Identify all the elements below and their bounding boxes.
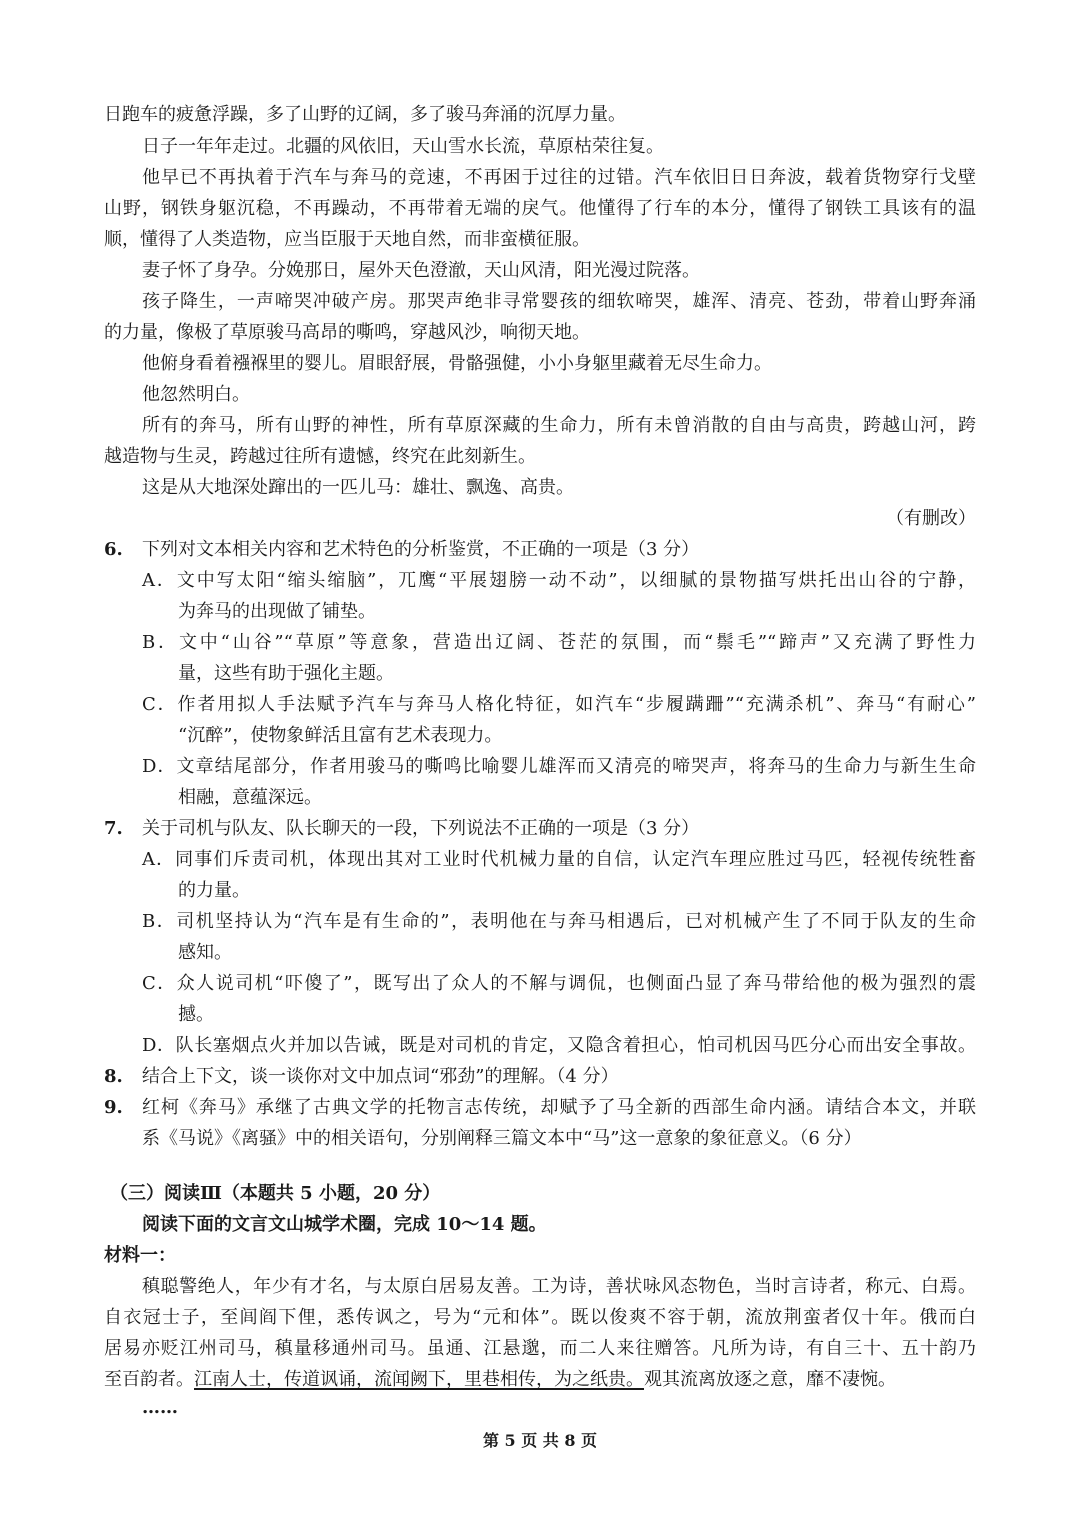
material-line — [104, 1364, 976, 1395]
question-stem: 红柯《奔马》承继了古典文学的托物言志传统，却赋予了马全新的西部生命内涵。请结合本文，并联 — [142, 1097, 976, 1118]
question-option: C．作者用拟人手法赋予汽车与奔马人格化特征，如汽车“步履蹒跚”“充满杀机”、奔马“有耐心” — [142, 694, 976, 715]
question-option-continued: 撼。 — [178, 1004, 214, 1025]
passage-line: 所有的奔马，所有山野的神性，所有草原深藏的生命力，所有未曾消散的自由与高贵，跨越山河，跨 — [142, 415, 976, 436]
underlined-sentence: 江南人士，传道讽诵，流闻阙下，里巷相传，为之纸贵。 — [194, 1369, 644, 1390]
passage-line: 顺，懂得了人类造物，应当臣服于天地自然，而非蛮横征服。 — [104, 229, 590, 250]
question-option-continued: 量，这些有助于强化主题。 — [178, 663, 394, 684]
passage-line: 的力量，像极了草原骏马高昂的嘶鸣，穿越风沙，响彻天地。 — [104, 322, 590, 343]
question-option: A．文中写太阳“缩头缩脑”，兀鹰“平展翅膀一动不动”，以细腻的景物描写烘托出山谷的宁静， — [142, 570, 976, 591]
question-option: B．司机坚持认为“汽车是有生命的”，表明他在与奔马相遇后，已对机械产生了不同于队友的生命 — [142, 911, 976, 932]
question-option-continued: 相融，意蕴深远。 — [178, 787, 322, 808]
question-stem-continued: 系《马说》《离骚》中的相关语句，分别阐释三篇文本中“马”这一意象的象征意义。（6 分） — [142, 1128, 862, 1149]
passage-line: 他俯身看着襁褓里的婴儿。眉眼舒展，骨骼强健，小小身躯里藏着无尽生命力。 — [142, 353, 772, 374]
question-option-continued: 为奔马的出现做了铺垫。 — [178, 601, 376, 622]
section-instruction: 阅读下面的文言文山城学术圈，完成 10～14 题。 — [142, 1214, 547, 1235]
question-option-continued: 感知。 — [178, 942, 232, 963]
question-stem: 关于司机与队友、队长聊天的一段，下列说法不正确的一项是（3 分） — [142, 818, 700, 839]
passage-line: 这是从大地深处蹿出的一匹儿马：雄壮、飘逸、高贵。 — [142, 477, 574, 498]
passage-line: 妻子怀了身孕。分娩那日，屋外天色澄澈，天山风清，阳光漫过院落。 — [142, 260, 700, 281]
passage-line: 日子一年年走过。北疆的风依旧，天山雪水长流，草原枯荣往复。 — [142, 136, 664, 157]
question-option: C．众人说司机“吓傻了”，既写出了众人的不解与调侃，也侧面凸显了奔马带给他的极为强烈的震 — [142, 973, 976, 994]
question-number: 9. — [104, 1097, 123, 1118]
material-text: 至百韵者。 — [104, 1369, 194, 1390]
question-number: 7. — [104, 818, 123, 839]
material-text: 观其流离放逐之意，靡不凄惋。 — [644, 1369, 896, 1390]
material-line: 稹聪警绝人，年少有才名，与太原白居易友善。工为诗，善状咏风态物色，当时言诗者，称元、白焉。 — [142, 1276, 976, 1297]
question-stem: 结合上下文，谈一谈你对文中加点词“邪劲”的理解。（4 分） — [142, 1066, 619, 1087]
question-option-continued: “沉醉”，使物象鲜活且富有艺术表现力。 — [178, 725, 503, 746]
passage-line: 孩子降生，一声啼哭冲破产房。那哭声绝非寻常婴孩的细软啼哭，雄浑、清亮、苍劲，带着山野奔涌 — [142, 291, 976, 312]
passage-line: 日跑车的疲惫浮躁，多了山野的辽阔，多了骏马奔涌的沉厚力量。 — [104, 104, 626, 125]
section-heading: （三）阅读Ⅲ（本题共 5 小题，20 分） — [110, 1183, 441, 1204]
page-footer: 第 5 页 共 8 页 — [482, 1431, 598, 1450]
passage-line: 他忽然明白。 — [142, 384, 250, 405]
passage-source-note: （有删改） — [886, 508, 976, 529]
question-option: D．文章结尾部分，作者用骏马的嘶鸣比喻婴儿雄浑而又清亮的啼哭声，将奔马的生命力与新生生命 — [142, 756, 976, 777]
material-line: 自衣冠士子，至闾阎下俚，悉传讽之，号为“元和体”。既以俊爽不容于朝，流放荆蛮者仅十年。俄而白 — [104, 1307, 976, 1328]
question-option: D．队长塞烟点火并加以告诫，既是对司机的肯定，又隐含着担心，怕司机因马匹分心而出安全事故。 — [142, 1035, 976, 1056]
ellipsis: …… — [142, 1397, 178, 1418]
passage-line: 越造物与生灵，跨越过往所有遗憾，终究在此刻新生。 — [104, 446, 536, 467]
question-option: A．同事们斥责司机，体现出其对工业时代机械力量的自信，认定汽车理应胜过马匹，轻视传统牲畜 — [142, 849, 976, 870]
question-option: B．文中“山谷”“草原”等意象，营造出辽阔、苍茫的氛围，而“鬃毛”“蹄声”又充满了野性力 — [142, 632, 976, 653]
passage-line: 山野，钢铁身躯沉稳，不再躁动，不再带着无端的戾气。他懂得了行车的本分，懂得了钢铁工具该有的温 — [104, 198, 976, 219]
question-number: 8. — [104, 1066, 123, 1087]
question-stem: 下列对文本相关内容和艺术特色的分析鉴赏，不正确的一项是（3 分） — [142, 539, 700, 560]
passage-line: 他早已不再执着于汽车与奔马的竞速，不再困于过往的过错。汽车依旧日日奔波，载着货物穿行戈壁 — [142, 167, 976, 188]
material-label: 材料一： — [104, 1245, 176, 1266]
question-number: 6. — [104, 539, 123, 560]
material-line: 居易亦贬江州司马，稹量移通州司马。虽通、江悬邈，而二人来往赠答。凡所为诗，有自三十、五十韵乃 — [104, 1338, 976, 1359]
question-option-continued: 的力量。 — [178, 880, 250, 901]
